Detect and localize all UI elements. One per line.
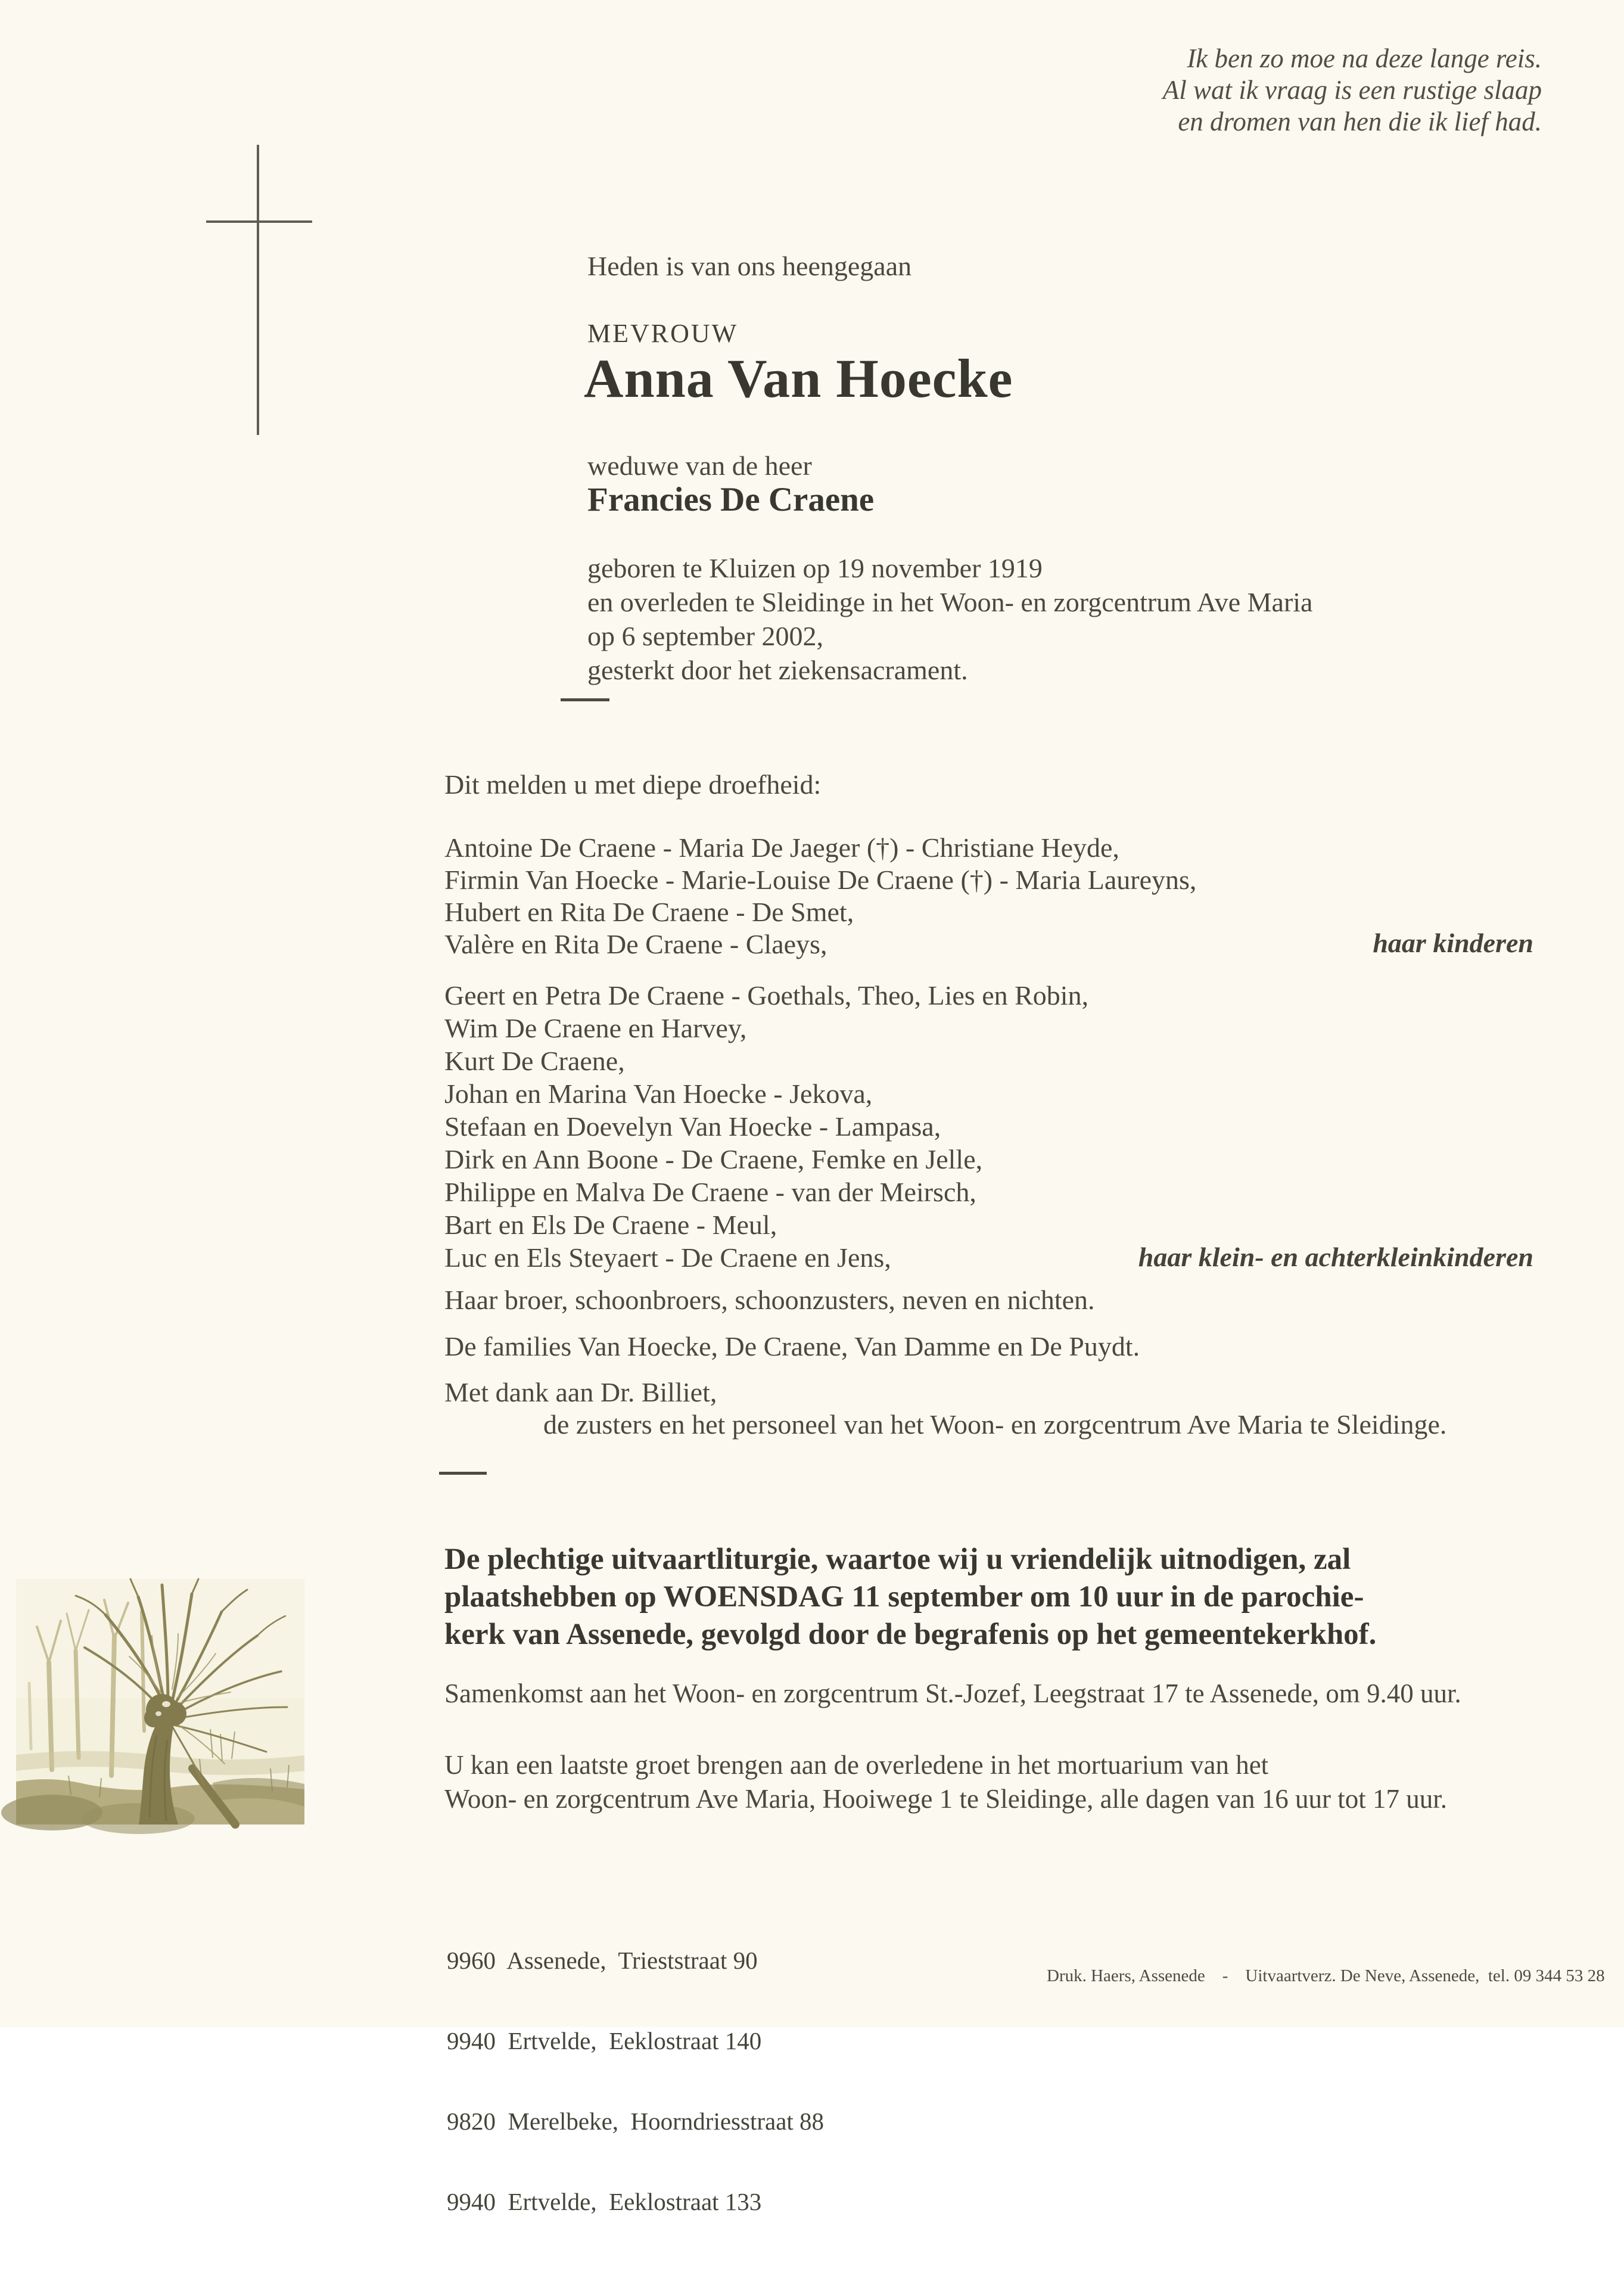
- birth-line: geboren te Kluizen op 19 november 1919: [587, 553, 1043, 583]
- invitation-line: kerk van Assenede, gevolgd door de begrafenis op het gemeentekerkhof.: [444, 1618, 1377, 1651]
- funeral-invitation: [444, 1541, 1376, 1653]
- deceased-name: Anna Van Hoecke: [584, 348, 1013, 409]
- mortuary-line: U kan een laatste groet brengen aan de overledene in het mortuarium van het: [444, 1750, 1269, 1780]
- grandchildren-label: haar klein- en achterkleinkinderen: [1138, 1242, 1533, 1272]
- children-label: haar kinderen: [1373, 928, 1533, 958]
- invitation-line: plaatshebben op WOENSDAG 11 september om 10 uur in de parochie-: [444, 1580, 1364, 1614]
- meeting-line: Samenkomst aan het Woon- en zorgcentrum St.-Jozef, Leegstraat 17 te Assenede, om 9.40 uur.: [444, 1679, 1461, 1708]
- sacrament-line: gesterkt door het ziekensacrament.: [587, 655, 968, 685]
- list-item: Geert en Petra De Craene - Goethals, Theo, Lies en Robin,: [444, 980, 1089, 1011]
- mortuary-info: [444, 1748, 1447, 1816]
- poem: [1163, 43, 1542, 138]
- address-line: 9940 Ertvelde, Eeklostraat 140: [447, 2027, 762, 2054]
- list-item: Hubert en Rita De Craene - De Smet,: [444, 897, 854, 927]
- list-item: Philippe en Malva De Craene - van der Meirsch,: [444, 1177, 976, 1207]
- list-item: Wim De Craene en Harvey,: [444, 1013, 747, 1043]
- cross-vertical-bar: [257, 145, 259, 435]
- list-item: Stefaan en Doevelyn Van Hoecke - Lampasa,: [444, 1111, 941, 1142]
- list-item: Bart en Els De Craene - Meul,: [444, 1210, 777, 1240]
- list-item: Antoine De Craene - Maria De Jaeger (†) - Christiane Heyde,: [444, 832, 1119, 863]
- address-line: 9940 Ertvelde, Eeklostraat 133: [447, 2188, 762, 2215]
- intro-line: Heden is van ons heengegaan: [587, 251, 912, 281]
- death-line: en overleden te Sleidinge in het Woon- en zorgcentrum Ave Maria: [587, 587, 1313, 617]
- cross-horizontal-bar: [206, 220, 312, 223]
- section-divider: [439, 1472, 487, 1475]
- list-item: Dirk en Ann Boone - De Craene, Femke en Jelle,: [444, 1144, 983, 1174]
- children-list: [444, 832, 1196, 961]
- address-line: 9820 Merelbeke, Hoorndriesstraat 88: [447, 2108, 825, 2135]
- grandchildren-list: [444, 979, 1088, 1274]
- list-item: Firmin Van Hoecke - Marie-Louise De Craene (†) - Maria Laureyns,: [444, 865, 1197, 895]
- list-item: Luc en Els Steyaert - De Craene en Jens,: [444, 1242, 891, 1273]
- thanks-line: de zusters en het personeel van het Woon- en zorgcentrum Ave Maria te Sleidinge.: [543, 1409, 1447, 1440]
- list-item: Valère en Rita De Craene - Claeys,: [444, 929, 827, 959]
- announcement-heading: Dit melden u met diepe droefheid:: [444, 769, 822, 800]
- life-dates: [587, 551, 1312, 687]
- list-item: Kurt De Craene,: [444, 1046, 625, 1076]
- list-item: Johan en Marina Van Hoecke - Jekova,: [444, 1078, 873, 1109]
- section-divider: [561, 698, 609, 701]
- widow-of-line: weduwe van de heer: [587, 450, 812, 481]
- honorific: MEVROUW: [587, 319, 739, 348]
- poem-line: Al wat ik vraag is een rustige slaap: [1162, 75, 1542, 105]
- address-list: [447, 1894, 824, 2269]
- poem-line: en dromen van hen die ik lief had.: [1178, 107, 1542, 136]
- families-line: De families Van Hoecke, De Craene, Van Damme en De Puydt.: [444, 1331, 1140, 1362]
- death-date: op 6 september 2002,: [587, 621, 824, 651]
- spouse-name: Francies De Craene: [587, 481, 875, 518]
- address-line: 9960 Assenede, Trieststraat 90: [447, 1947, 758, 1974]
- relatives-line: Haar broer, schoonbroers, schoonzusters, neven en nichten.: [444, 1285, 1095, 1315]
- invitation-line: De plechtige uitvaartliturgie, waartoe wij u vriendelijk uitnodigen, zal: [444, 1543, 1351, 1576]
- willow-tree-photo: [16, 1579, 304, 1824]
- thanks-line: Met dank aan Dr. Billiet,: [444, 1377, 717, 1407]
- mortuary-line: Woon- en zorgcentrum Ave Maria, Hooiwege 1 te Sleidinge, alle dagen van 16 uur tot 17 uur.: [444, 1784, 1448, 1814]
- poem-line: Ik ben zo moe na deze lange reis.: [1187, 43, 1542, 73]
- printer-credit: Druk. Haers, Assenede - Uitvaartverz. De Neve, Assenede, tel. 09 344 53 28: [1047, 1966, 1605, 1985]
